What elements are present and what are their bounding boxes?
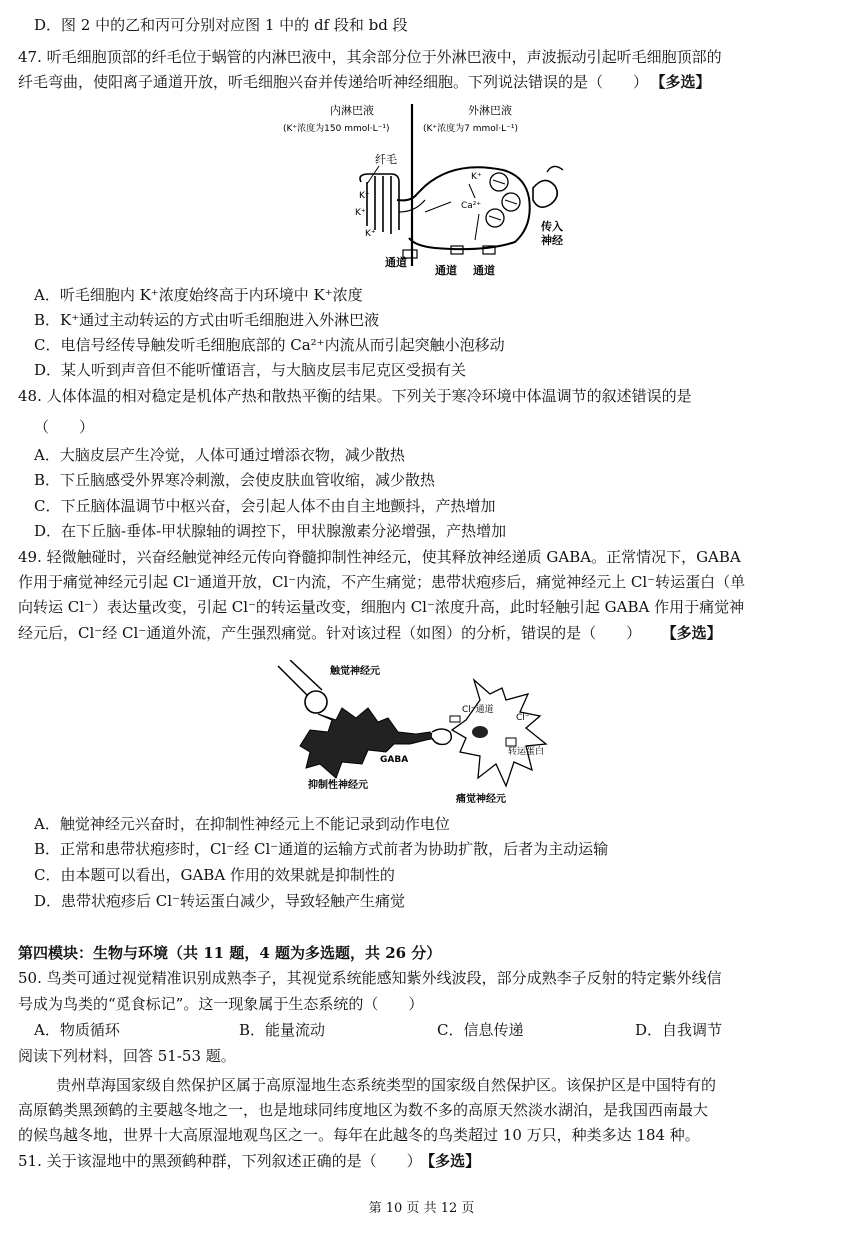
fig-nerve-label-2: 神经 <box>541 234 563 247</box>
page-footer: 第 10 页 共 12 页 <box>368 1201 475 1216</box>
fig-cilia-label: 纤毛 <box>375 153 397 166</box>
fig-afferent-terminal <box>533 180 557 207</box>
q49-option-a: A．触觉神经元兴奋时，在抑制性神经元上不能记录到动作电位 <box>34 815 450 833</box>
fig-endolymph-conc: (K⁺浓度为150 mmol·L⁻¹) <box>283 124 390 134</box>
q51-multi-tag: 【多选】 <box>427 1152 481 1170</box>
q48-stem-line1: 48. 人体体温的相对稳定是机体产热和散热平衡的结果。下列关于寒冷环境中体温调节的叙述错误的是 <box>18 387 692 405</box>
q48-option-c: C．下丘脑体温调节中枢兴奋，会引起人体不由自主地颤抖，产热增加 <box>34 497 496 515</box>
fig-pain-nucleus <box>472 726 488 738</box>
fig-cl-label: Cl⁻ <box>516 713 530 723</box>
q47-multi-tag: 【多选】 <box>658 73 711 91</box>
q47-option-b: B．K⁺通过主动转运的方式由听毛细胞进入外淋巴液 <box>34 311 380 329</box>
q49-stem-line2: 作用于痛觉神经元引起 Cl⁻通道开放，Cl⁻内流，不产生痛觉；患带状疱疹后，痛觉神经元上 Cl⁻转运蛋白（单 <box>18 573 746 591</box>
q49-stem-line1: 49. 轻微触碰时，兴奋经触觉神经元传向脊髓抑制性神经元，使其释放神经递质 GABA。正常情况下，GABA <box>18 548 741 566</box>
q49-stem-text: 经元后，Cl⁻经 Cl⁻通道外流，产生强烈痛觉。针对该过程（如图）的分析，错误的是（ ） <box>18 624 642 642</box>
fig-touch-label: 触觉神经元 <box>330 666 380 677</box>
fig-synaptic-bouton <box>432 729 451 744</box>
fig-k-label: K⁺ <box>355 208 366 218</box>
fig-ca-label: Ca²⁺ <box>461 201 482 211</box>
q49-neuron-figure <box>270 660 560 810</box>
q47-stem-line2 <box>18 71 711 93</box>
q50-options <box>34 1019 722 1041</box>
q51-stem <box>18 1150 480 1172</box>
q50-stem-line1: 50. 鸟类可通过视觉精准识别成熟李子，其视觉系统能感知紫外线波段，部分成熟李子反射的特定紫外线信 <box>18 969 722 987</box>
q47-stem-text: 纤毛弯曲，使阳离子通道开放，听毛细胞兴奋并传递给听神经细胞。下列说法错误的是（ ） <box>18 73 649 91</box>
fig-cl-channel-shape <box>450 716 460 722</box>
fig-gaba-label: GABA <box>380 755 409 765</box>
fig-inhibitory-neuron <box>300 708 436 778</box>
material-line2: 高原鹤类黑颈鹤的主要越冬地之一，也是地球同纬度地区为数不多的高原天然淡水湖泊，是我国西南最大 <box>18 1101 709 1119</box>
q48-option-a: A．大脑皮层产生冷觉，人体可通过增添衣物，减少散热 <box>34 446 405 464</box>
q48-option-b: B．下丘脑感受外界寒冷刺激，会使皮肤血管收缩，减少散热 <box>34 471 436 489</box>
material-line3: 的候鸟越冬地，世界十大高原湿地观鸟区之一。每年在此越冬的鸟类超过 10 万只，种类多达 184 种。 <box>18 1126 700 1144</box>
fig-transporter-shape <box>506 738 516 746</box>
q49-option-b: B．正常和患带状疱疹时，Cl⁻经 Cl⁻通道的运输方式前者为协助扩散，后者为主动运输 <box>34 840 609 858</box>
q49-stem-line3: 向转运 Cl⁻）表达量改变，引起 Cl⁻的转运量改变，细胞内 Cl⁻浓度升高，此时轻触引起 GABA 作用于痛觉神 <box>18 598 745 616</box>
q46-option-d: D．图 2 中的乙和丙可分别对应图 1 中的 df 段和 bd 段 <box>34 16 408 34</box>
fig-cilia-bundle <box>360 174 399 234</box>
q47-option-a: A．听毛细胞内 K⁺浓度始终高于内环境中 K⁺浓度 <box>34 286 363 304</box>
q49-multi-tag: 【多选】 <box>669 624 722 642</box>
fig-pain-neuron <box>452 680 546 786</box>
fig-channel-label: 通道 <box>473 264 495 277</box>
fig-transporter-label: 转运蛋白 <box>508 747 545 757</box>
q49-option-d: D．患带状疱疹后 Cl⁻转运蛋白减少，导致轻触产生痛觉 <box>34 892 405 910</box>
q47-option-c: C．电信号经传导触发听毛细胞底部的 Ca²⁺内流从而引起突触小泡移动 <box>34 336 505 354</box>
fig-channel-label: 通道 <box>385 256 407 269</box>
q51-stem-text: 51. 关于该湿地中的黑颈鹤种群，下列叙述正确的是（ ） <box>18 1152 422 1170</box>
q49-stem-line4 <box>18 622 722 644</box>
q47-option-d: D．某人听到声音但不能听懂语言，与大脑皮层韦尼克区受损有关 <box>34 361 467 379</box>
module4-heading: 第四模块：生物与环境（共 11 题，4 题为多选题，共 26 分） <box>18 944 442 962</box>
fig-endolymph-label: 内淋巴液 <box>330 104 374 117</box>
fig-nerve-label-1: 传入 <box>541 220 563 233</box>
fig-clchannel-label: Cl⁻通道 <box>462 705 494 715</box>
q50-stem-line2: 号成为鸟类的“觅食标记”。这一现象属于生态系统的（ ） <box>18 995 424 1013</box>
q50-option-a: A．物质循环 <box>34 1021 120 1039</box>
q49-option-c: C．由本题可以看出，GABA 作用的效果就是抑制性的 <box>34 866 395 884</box>
fig-pain-label: 痛觉神经元 <box>456 794 506 805</box>
q48-option-d: D．在下丘脑-垂体-甲状腺轴的调控下，甲状腺激素分泌增强，产热增加 <box>34 522 507 540</box>
fig-k-label: K⁺ <box>365 229 376 239</box>
q47-stem-line1: 47. 听毛细胞顶部的纤毛位于蜗管的内淋巴液中，其余部分位于外淋巴液中，声波振动引起听毛细胞顶部的 <box>18 48 722 66</box>
q50-option-d: D．自我调节 <box>635 1021 723 1039</box>
fig-touch-terminal <box>305 691 327 713</box>
fig-k-label: K⁺ <box>359 191 370 201</box>
q47-hair-cell-figure <box>275 100 575 280</box>
fig-k-label: K⁺ <box>471 172 482 182</box>
q50-option-c: C．信息传递 <box>437 1021 524 1039</box>
q50-option-b: B．能量流动 <box>239 1021 326 1039</box>
fig-channel-label: 通道 <box>435 264 457 277</box>
fig-perilymph-conc: (K⁺浓度为7 mmol·L⁻¹) <box>423 124 519 134</box>
material-intro: 阅读下列材料，回答 51-53 题。 <box>18 1047 236 1065</box>
fig-perilymph-label: 外淋巴液 <box>468 104 512 117</box>
material-line1: 贵州草海国家级自然保护区属于高原湿地生态系统类型的国家级自然保护区。该保护区是中国特有的 <box>56 1076 717 1094</box>
fig-inhibitory-label: 抑制性神经元 <box>308 780 368 791</box>
q48-stem-line2: （ ） <box>34 418 95 436</box>
